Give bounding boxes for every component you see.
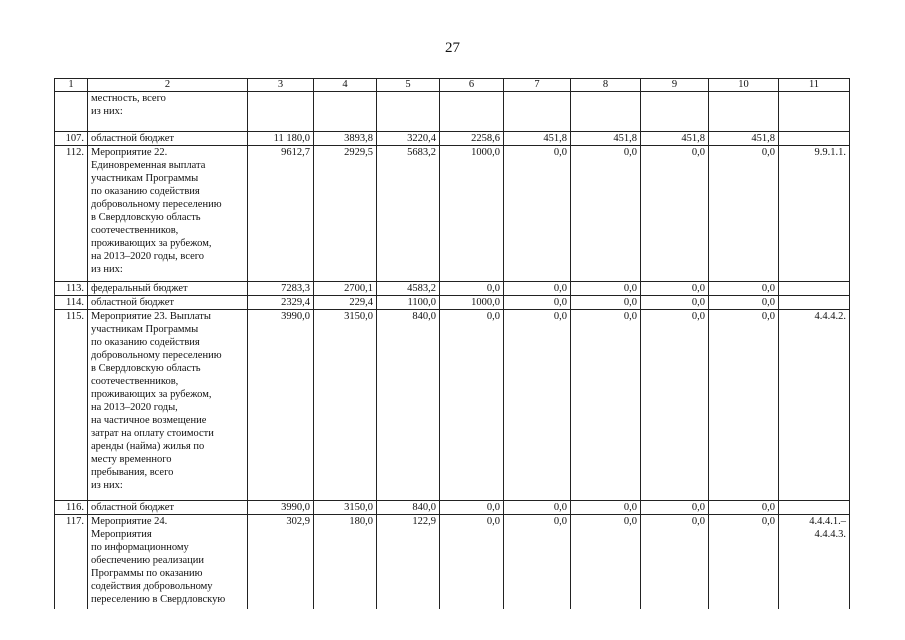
page-number: 27 <box>445 40 460 56</box>
budget-table <box>54 78 850 609</box>
row-description: областной бюджет <box>88 132 248 146</box>
value-cell: 0,0 <box>641 501 709 515</box>
value-cell: 302,9 <box>248 515 314 610</box>
value-cell: 3220,4 <box>377 132 440 146</box>
target-indicator <box>779 132 850 146</box>
value-cell: 0,0 <box>504 296 571 310</box>
value-cell: 2700,1 <box>314 282 377 296</box>
value-cell <box>571 92 641 132</box>
value-cell: 0,0 <box>504 282 571 296</box>
table-row <box>55 310 850 501</box>
value-cell: 3150,0 <box>314 501 377 515</box>
target-indicator <box>779 92 850 132</box>
value-cell: 0,0 <box>504 515 571 610</box>
column-header: 2 <box>88 79 248 92</box>
header-row <box>55 79 850 92</box>
value-cell: 229,4 <box>314 296 377 310</box>
value-cell: 451,8 <box>571 132 641 146</box>
row-number: 117. <box>55 515 88 610</box>
table-row <box>55 146 850 282</box>
value-cell: 0,0 <box>709 146 779 282</box>
column-header: 7 <box>504 79 571 92</box>
row-description: Мероприятие 23. Выплаты участникам Программы по оказанию содействия добровольному переселению в Свердловскую область соотечественников, проживающих за рубежом, на 2013–2020 годы, на частичное возмещение затрат на оплату стоимости аренды (найма) жилья по месту временного пребывания, всего из них: <box>88 310 248 501</box>
value-cell: 840,0 <box>377 501 440 515</box>
value-cell: 1100,0 <box>377 296 440 310</box>
target-indicator <box>779 282 850 296</box>
row-number: 114. <box>55 296 88 310</box>
value-cell: 840,0 <box>377 310 440 501</box>
value-cell: 4583,2 <box>377 282 440 296</box>
row-description: федеральный бюджет <box>88 282 248 296</box>
value-cell <box>709 92 779 132</box>
row-number: 113. <box>55 282 88 296</box>
value-cell: 0,0 <box>571 501 641 515</box>
row-description: областной бюджет <box>88 501 248 515</box>
table-row <box>55 92 850 132</box>
target-indicator <box>779 296 850 310</box>
value-cell: 180,0 <box>314 515 377 610</box>
value-cell: 3990,0 <box>248 310 314 501</box>
value-cell: 0,0 <box>571 296 641 310</box>
row-description: местность, всего из них: <box>88 92 248 132</box>
value-cell <box>504 92 571 132</box>
table-row <box>55 282 850 296</box>
value-cell: 7283,3 <box>248 282 314 296</box>
value-cell: 451,8 <box>709 132 779 146</box>
value-cell: 0,0 <box>440 282 504 296</box>
value-cell: 0,0 <box>504 501 571 515</box>
value-cell: 0,0 <box>709 501 779 515</box>
value-cell: 1000,0 <box>440 296 504 310</box>
value-cell: 0,0 <box>641 310 709 501</box>
value-cell: 5683,2 <box>377 146 440 282</box>
value-cell: 0,0 <box>571 282 641 296</box>
target-indicator: 4.4.4.2. <box>779 310 850 501</box>
value-cell: 451,8 <box>504 132 571 146</box>
column-header: 6 <box>440 79 504 92</box>
table-row <box>55 132 850 146</box>
target-indicator: 4.4.4.1.– 4.4.4.3. <box>779 515 850 610</box>
value-cell: 0,0 <box>709 282 779 296</box>
target-indicator: 9.9.1.1. <box>779 146 850 282</box>
value-cell: 3150,0 <box>314 310 377 501</box>
value-cell: 0,0 <box>641 296 709 310</box>
row-number: 115. <box>55 310 88 501</box>
value-cell: 9612,7 <box>248 146 314 282</box>
table-row <box>55 296 850 310</box>
value-cell: 0,0 <box>571 515 641 610</box>
row-description: Мероприятие 22. Единовременная выплата участникам Программы по оказанию содействия добровольному переселению в Свердловскую область соотечественников, проживающих за рубежом, на 2013–2020 годы, всего из них: <box>88 146 248 282</box>
value-cell: 451,8 <box>641 132 709 146</box>
value-cell: 0,0 <box>709 310 779 501</box>
value-cell: 2929,5 <box>314 146 377 282</box>
target-indicator <box>779 501 850 515</box>
value-cell: 2329,4 <box>248 296 314 310</box>
column-header: 9 <box>641 79 709 92</box>
value-cell <box>440 92 504 132</box>
column-header: 10 <box>709 79 779 92</box>
value-cell: 0,0 <box>504 146 571 282</box>
value-cell <box>248 92 314 132</box>
value-cell: 0,0 <box>641 146 709 282</box>
value-cell <box>314 92 377 132</box>
column-header: 11 <box>779 79 850 92</box>
value-cell: 122,9 <box>377 515 440 610</box>
value-cell <box>641 92 709 132</box>
value-cell: 0,0 <box>641 515 709 610</box>
row-description: областной бюджет <box>88 296 248 310</box>
value-cell: 0,0 <box>571 310 641 501</box>
value-cell: 0,0 <box>709 515 779 610</box>
value-cell: 3990,0 <box>248 501 314 515</box>
column-header: 1 <box>55 79 88 92</box>
row-number <box>55 92 88 132</box>
value-cell: 3893,8 <box>314 132 377 146</box>
row-number: 107. <box>55 132 88 146</box>
value-cell: 0,0 <box>571 146 641 282</box>
row-number: 112. <box>55 146 88 282</box>
column-header: 3 <box>248 79 314 92</box>
value-cell <box>377 92 440 132</box>
column-header: 4 <box>314 79 377 92</box>
table-row <box>55 501 850 515</box>
value-cell: 0,0 <box>440 501 504 515</box>
value-cell: 1000,0 <box>440 146 504 282</box>
value-cell: 0,0 <box>641 282 709 296</box>
value-cell: 0,0 <box>709 296 779 310</box>
row-description: Мероприятие 24. Мероприятия по информационному обеспечению реализации Программы по оказанию содействия добровольному переселению в Свердловскую <box>88 515 248 610</box>
value-cell: 0,0 <box>440 515 504 610</box>
value-cell: 0,0 <box>504 310 571 501</box>
column-header: 8 <box>571 79 641 92</box>
column-header: 5 <box>377 79 440 92</box>
table-row <box>55 515 850 610</box>
value-cell: 0,0 <box>440 310 504 501</box>
value-cell: 2258,6 <box>440 132 504 146</box>
row-number: 116. <box>55 501 88 515</box>
value-cell: 11 180,0 <box>248 132 314 146</box>
